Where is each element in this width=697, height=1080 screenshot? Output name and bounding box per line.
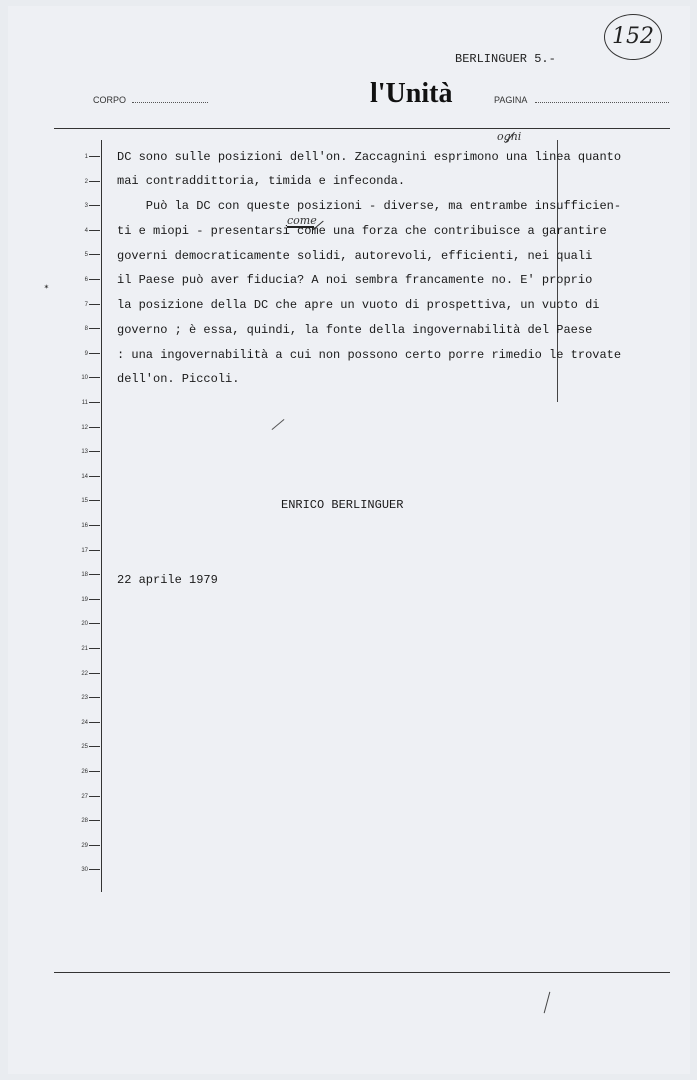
line-number: 16 [81,523,88,529]
body-line: DC sono sulle posizioni dell'on. Zaccagnini esprimono una linea quanto [117,150,622,164]
line-number-row [60,667,100,679]
line-number-row [60,790,100,802]
line-number: 11 [81,400,88,406]
author-signature: ENRICO BERLINGUER [281,498,404,512]
struck-out-word [287,226,314,228]
line-tick [89,722,100,723]
line-number-row [60,150,100,162]
right-margin-rule [557,140,558,402]
line-tick [89,673,100,674]
line-number-row [60,593,100,605]
line-tick [89,181,100,182]
line-number-row [60,494,100,506]
line-tick [89,746,100,747]
line-number-row [60,371,100,383]
line-tick [89,254,100,255]
line-number: 1 [84,154,88,160]
corpo-fill-line [132,102,208,103]
line-tick [89,353,100,354]
line-tick [89,304,100,305]
line-tick [89,328,100,329]
document-sheet [8,6,690,1074]
line-tick [89,796,100,797]
line-tick [89,574,100,575]
line-number: 28 [81,818,88,825]
line-number-row [60,175,100,187]
body-line: la posizione della DC che apre un vuoto di prospettiva, un vuoto di [117,298,600,312]
line-number-row [60,617,100,629]
line-tick [89,279,100,280]
line-number-row [60,544,100,556]
line-number: 9 [84,350,88,357]
line-tick [89,525,100,526]
line-number: 2 [84,178,88,185]
line-number: 5 [84,252,88,259]
line-number-row [60,470,100,482]
line-number-row [60,347,100,359]
line-number-row [60,248,100,260]
line-number: 4 [84,227,88,234]
footer-rule [54,972,670,973]
line-number: 13 [81,449,88,456]
line-tick [89,599,100,600]
line-number-row [60,519,100,531]
body-line: il Paese può aver fiducia? A noi sembra francamente no. E' proprio [117,273,593,287]
body-line: ti e miopi - presentarsi come una forza che contribuisce a garantire [117,224,607,238]
line-tick [89,230,100,231]
line-number: 24 [81,719,88,726]
line-number: 12 [81,424,88,431]
body-line: mai contraddittoria, timida e infeconda. [117,174,406,188]
line-number: 18 [81,572,88,579]
line-number-row [60,740,100,752]
line-number: 17 [81,547,88,554]
line-number-row [60,224,100,236]
line-number: 25 [81,744,88,751]
line-number: 22 [81,670,88,677]
line-number: 26 [81,769,88,775]
line-tick [89,500,100,501]
line-tick [89,623,100,624]
pagina-fill-line [535,102,669,103]
handwritten-correction-come: come [287,214,317,227]
body-line: governo ; è essa, quindi, la fonte della ingovernabilità del Paese [117,323,593,337]
line-number: 27 [81,793,88,800]
newspaper-masthead: l'Unità [370,78,453,109]
handwritten-correction-ogni: ogni [497,130,522,143]
document-date: 22 aprile 1979 [117,573,218,587]
line-tick [89,402,100,403]
body-line: Può la DC con queste posizioni - diverse, ma entrambe insufficien- [117,199,622,213]
line-number-row [60,322,100,334]
line-number-row [60,298,100,310]
line-tick [89,771,100,772]
line-tick [89,476,100,477]
line-number: 3 [84,203,88,210]
line-tick [89,845,100,846]
article-slug: BERLINGUER 5.- [455,52,556,66]
line-tick [89,869,100,870]
header-rule [54,128,670,129]
pagina-label: PAGINA [494,95,528,105]
line-number-row [60,199,100,211]
line-number: 14 [81,473,88,480]
line-number-row [60,445,100,457]
page-number-stamp: 152 [604,14,662,60]
line-number-row [60,642,100,654]
line-number-row [60,396,100,408]
line-number: 23 [81,695,88,702]
line-number-row [60,814,100,826]
line-number: 29 [81,842,88,849]
line-tick [89,451,100,452]
line-tick [89,820,100,821]
line-tick [89,550,100,551]
body-line: dell'on. Piccoli. [117,372,240,386]
line-number: 8 [84,326,88,333]
line-number: 15 [81,498,88,505]
line-number-row [60,568,100,580]
body-line: : una ingovernabilità a cui non possono certo porre rimedio le trovate [117,348,622,362]
line-number: 19 [81,596,88,603]
line-number-row [60,863,100,875]
line-number: 20 [81,621,88,628]
line-tick [89,205,100,206]
line-number: 6 [84,277,88,283]
line-tick [89,648,100,649]
line-number-row [60,691,100,703]
line-number: 10 [81,375,88,382]
line-tick [89,427,100,428]
line-number: 21 [81,646,88,652]
line-number-row [60,765,100,777]
line-number-row [60,273,100,285]
line-number-row [60,421,100,433]
line-number: 7 [84,301,88,308]
line-number: 30 [81,867,88,874]
corpo-label: CORPO [93,95,127,105]
body-line: governi democraticamente solidi, autorevoli, efficienti, nei quali [117,249,593,263]
line-tick [89,377,100,378]
line-number-row [60,716,100,728]
margin-mark: ✶ [44,283,49,292]
line-tick [89,156,100,157]
line-number-row [60,839,100,851]
margin-rule [101,140,102,892]
line-tick [89,697,100,698]
